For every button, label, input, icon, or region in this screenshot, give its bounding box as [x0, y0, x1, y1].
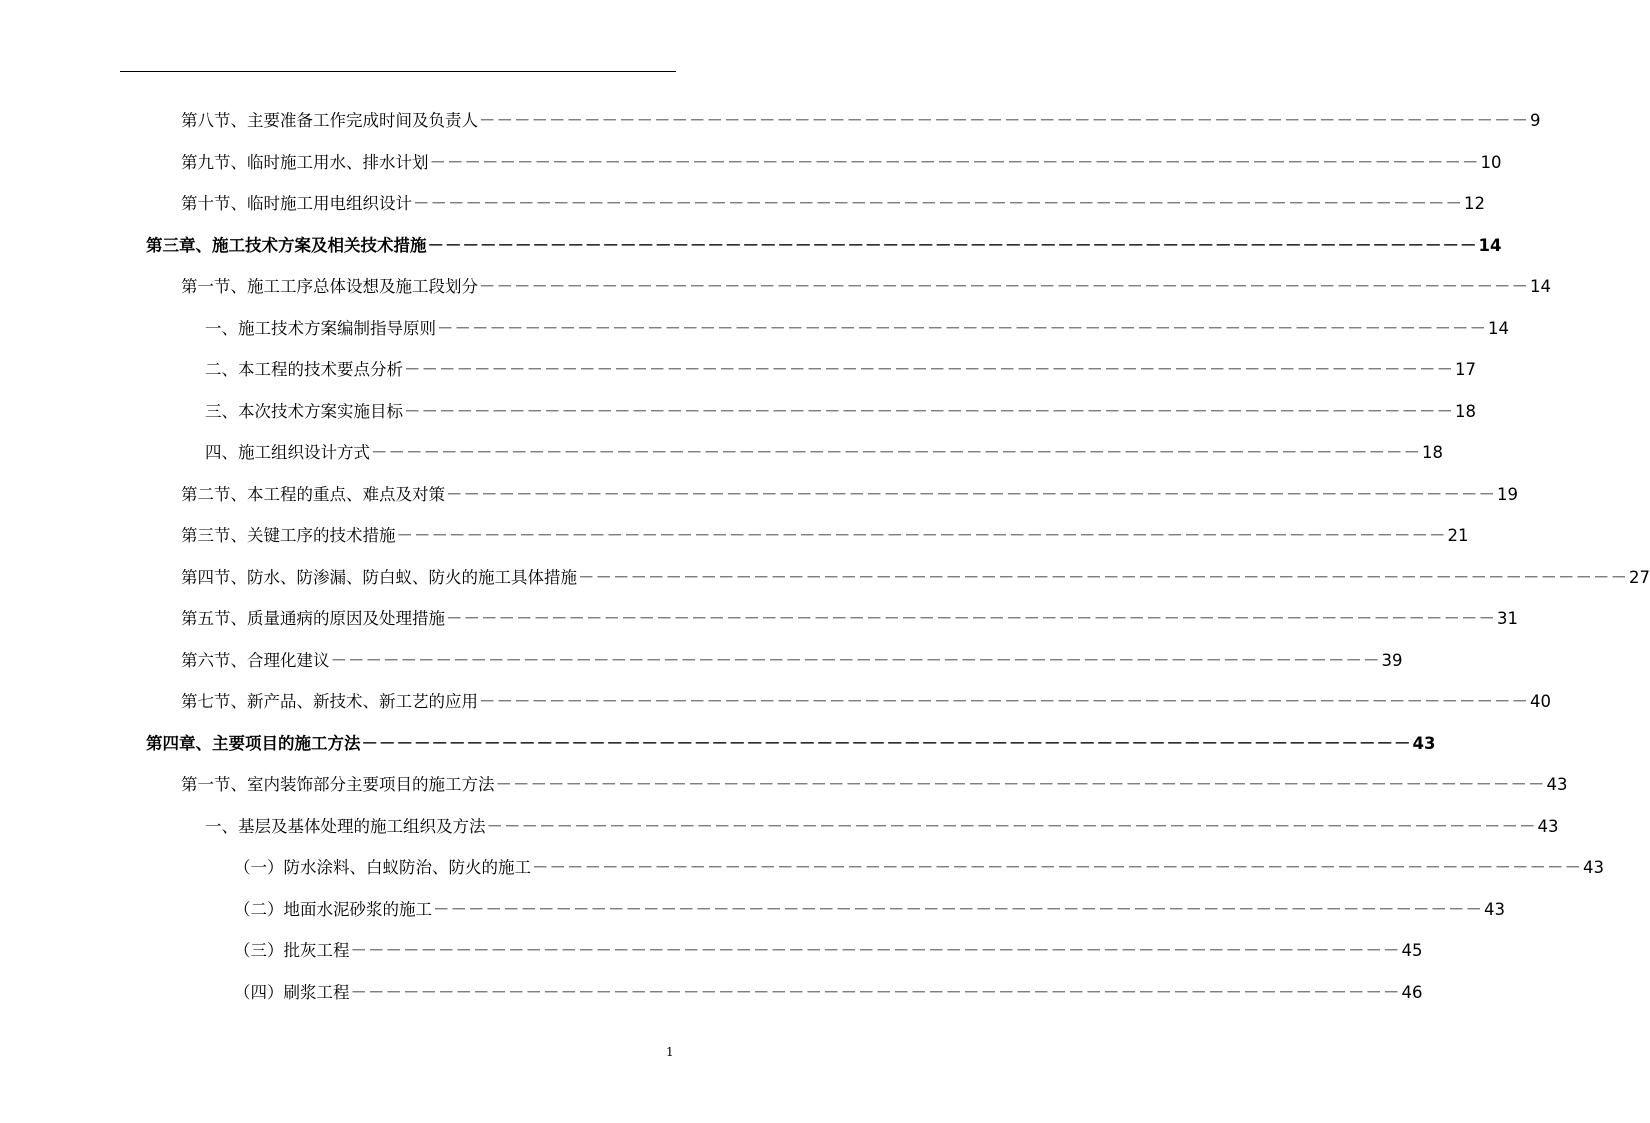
toc-leader-dashes: －－－－－－－－－－－－－－－－－－－－－－－－－－－－－－－－－－－－－－－－－－－－－－－－－－－－－－－－－－－－ — [446, 484, 1496, 504]
toc-leader-dashes: －－－－－－－－－－－－－－－－－－－－－－－－－－－－－－－－－－－－－－－－－－－－－－－－－－－－－－－－－－－－ — [350, 982, 1401, 1002]
toc-entry-title: 施工组织设计方式 — [238, 443, 370, 462]
toc-entry-title: 新产品、新技术、新工艺的应用 — [247, 692, 478, 711]
toc-entry-page: 14 — [1530, 277, 1551, 296]
toc-entry-title: 临时施工用电组织设计 — [247, 194, 412, 213]
toc-entry-number: 第五节、 — [181, 609, 247, 628]
toc-entry[interactable] — [0, 142, 1502, 184]
toc-entry-number: 三、 — [205, 401, 238, 421]
toc-entry-title: 地面水泥砂浆的施工 — [283, 899, 432, 919]
toc-entry-page: 39 — [1381, 650, 1403, 670]
toc-entry-page: 43 — [1546, 775, 1568, 794]
header-rule — [120, 71, 676, 72]
toc-entry-title: 质量通病的原因及处理措施 — [247, 609, 445, 628]
toc-entry-title: 防水涂料、白蚁防治、防火的施工 — [283, 858, 531, 877]
toc-entry-page: 18 — [1422, 443, 1443, 462]
toc-entry-number: 第七节、 — [181, 692, 247, 711]
toc-entry[interactable] — [0, 225, 1502, 267]
toc-entry-number: 一、 — [205, 318, 238, 338]
toc-leader-dashes: －－－－－－－－－－－－－－－－－－－－－－－－－－－－－－－－－－－－－－－－－－－－－－－－－－－－－－－－－－－－ — [446, 609, 1496, 628]
toc-entry-number: （三） — [234, 941, 284, 960]
toc-leader-dashes: －－－－－－－－－－－－－－－－－－－－－－－－－－－－－－－－－－－－－－－－－－－－－－－－－－－－－－－－－－－－ — [427, 235, 1478, 255]
toc-entry-number: 第十节、 — [181, 194, 247, 213]
toc-entry[interactable] — [0, 972, 1423, 1014]
toc-entry-page: 12 — [1464, 194, 1485, 213]
toc-entry-number: 第三章、 — [146, 235, 212, 255]
toc-entry-title: 施工工序总体设想及施工段划分 — [247, 277, 478, 296]
toc-entry-page: 31 — [1497, 609, 1518, 628]
toc-leader-dashes: －－－－－－－－－－－－－－－－－－－－－－－－－－－－－－－－－－－－－－－－－－－－－－－－－－－－－－－－－－－－ — [396, 526, 1447, 545]
toc-entry-title: 临时施工用水、排水计划 — [247, 152, 429, 172]
toc-leader-dashes: －－－－－－－－－－－－－－－－－－－－－－－－－－－－－－－－－－－－－－－－－－－－－－－－－－－－－－－－－－－－ — [371, 443, 1421, 462]
toc-entry-page: 43 — [1484, 899, 1505, 919]
toc-entry[interactable] — [0, 474, 1518, 516]
toc-entry-title: 合理化建议 — [247, 650, 330, 670]
toc-entry-title: 主要准备工作完成时间及负责人 — [247, 111, 478, 130]
toc-entry-number: 第九节、 — [181, 152, 247, 172]
toc-entry-page: 19 — [1497, 484, 1518, 504]
toc-entry[interactable] — [0, 391, 1476, 433]
toc-entry-page: 14 — [1478, 235, 1502, 255]
toc-entry-number: （四） — [234, 982, 284, 1002]
toc-entry-page: 40 — [1530, 692, 1551, 711]
toc-entry-title: 基层及基体处理的施工组织及方法 — [238, 816, 486, 836]
toc-entry[interactable] — [0, 889, 1505, 931]
toc-entry-page: 45 — [1401, 941, 1423, 960]
toc-entry-page: 18 — [1455, 401, 1476, 421]
toc-entry[interactable] — [0, 723, 1436, 765]
toc-entry-title: 批灰工程 — [283, 941, 350, 960]
toc-entry[interactable] — [0, 308, 1509, 350]
toc-entry-title: 关键工序的技术措施 — [247, 526, 396, 545]
toc-leader-dashes: －－－－－－－－－－－－－－－－－－－－－－－－－－－－－－－－－－－－－－－－－－－－－－－－－－－－－－－－－－－－ — [404, 360, 1454, 379]
toc-entry-title: 室内装饰部分主要项目的施工方法 — [247, 775, 495, 794]
toc-entry-number: （一） — [234, 858, 284, 877]
toc-entry-page: 43 — [1412, 733, 1436, 753]
toc-entry[interactable] — [0, 598, 1518, 640]
toc-entry-page: 14 — [1488, 318, 1509, 338]
toc-entry[interactable] — [0, 930, 1423, 972]
toc-entry-number: 第八节、 — [181, 111, 247, 130]
toc-entry-number: （二） — [234, 899, 284, 919]
toc-entry-page: 9 — [1530, 111, 1541, 130]
toc-entry-number: 二、 — [205, 360, 238, 379]
toc-entry[interactable] — [0, 681, 1551, 723]
footer-page-number: 1 — [666, 1045, 674, 1059]
toc-leader-dashes: －－－－－－－－－－－－－－－－－－－－－－－－－－－－－－－－－－－－－－－－－－－－－－－－－－－－－－－－－－－－ — [495, 775, 1546, 794]
toc-entry-title: 本次技术方案实施目标 — [238, 401, 403, 421]
toc-leader-dashes: －－－－－－－－－－－－－－－－－－－－－－－－－－－－－－－－－－－－－－－－－－－－－－－－－－－－－－－－－－－－ — [437, 318, 1487, 338]
toc-entry[interactable] — [0, 764, 1568, 806]
toc-leader-dashes: －－－－－－－－－－－－－－－－－－－－－－－－－－－－－－－－－－－－－－－－－－－－－－－－－－－－－－－－－－－－ — [361, 733, 1412, 753]
toc-leader-dashes: －－－－－－－－－－－－－－－－－－－－－－－－－－－－－－－－－－－－－－－－－－－－－－－－－－－－－－－－－－－－ — [479, 277, 1529, 296]
toc-entry[interactable] — [0, 183, 1485, 225]
toc-leader-dashes: －－－－－－－－－－－－－－－－－－－－－－－－－－－－－－－－－－－－－－－－－－－－－－－－－－－－－－－－－－－－ — [429, 152, 1480, 172]
toc-entry-number: 第三节、 — [181, 526, 247, 545]
toc-leader-dashes: －－－－－－－－－－－－－－－－－－－－－－－－－－－－－－－－－－－－－－－－－－－－－－－－－－－－－－－－－－－－ — [413, 194, 1463, 213]
toc-entry-page: 43 — [1583, 858, 1604, 877]
toc-entry[interactable] — [0, 515, 1469, 557]
toc-entry-page: 46 — [1401, 982, 1423, 1002]
toc-leader-dashes: －－－－－－－－－－－－－－－－－－－－－－－－－－－－－－－－－－－－－－－－－－－－－－－－－－－－－－－－－－－－ — [330, 650, 1381, 670]
toc-leader-dashes: －－－－－－－－－－－－－－－－－－－－－－－－－－－－－－－－－－－－－－－－－－－－－－－－－－－－－－－－－－－－ — [479, 692, 1529, 711]
toc-entry-title: 本工程的技术要点分析 — [238, 360, 403, 379]
toc-entry[interactable] — [0, 349, 1476, 391]
toc-leader-dashes: －－－－－－－－－－－－－－－－－－－－－－－－－－－－－－－－－－－－－－－－－－－－－－－－－－－－－－－－－－－－ — [486, 816, 1537, 836]
toc-entry-page: 10 — [1480, 152, 1502, 172]
toc-entry-number: 第二节、 — [181, 484, 247, 504]
toc-leader-dashes: －－－－－－－－－－－－－－－－－－－－－－－－－－－－－－－－－－－－－－－－－－－－－－－－－－－－－－－－－－－－ — [532, 858, 1582, 877]
toc-entry[interactable] — [0, 100, 1541, 142]
toc-leader-dashes: －－－－－－－－－－－－－－－－－－－－－－－－－－－－－－－－－－－－－－－－－－－－－－－－－－－－－－－－－－－－ — [479, 111, 1529, 130]
toc-entry-title: 施工技术方案及相关技术措施 — [212, 235, 427, 255]
toc-entry-title: 本工程的重点、难点及对策 — [247, 484, 445, 504]
toc-entry-number: 四、 — [205, 443, 238, 462]
table-of-contents — [0, 100, 1650, 1013]
toc-entry-page: 27 — [1629, 567, 1650, 587]
toc-entry[interactable] — [0, 847, 1604, 889]
toc-entry[interactable] — [0, 266, 1551, 308]
toc-entry[interactable] — [0, 557, 1650, 599]
toc-entry-title: 主要项目的施工方法 — [212, 733, 361, 753]
toc-entry-number: 第一节、 — [181, 775, 247, 794]
toc-leader-dashes: －－－－－－－－－－－－－－－－－－－－－－－－－－－－－－－－－－－－－－－－－－－－－－－－－－－－－－－－－－－－ — [433, 899, 1483, 919]
toc-entry-title: 施工技术方案编制指导原则 — [238, 318, 436, 338]
toc-leader-dashes: －－－－－－－－－－－－－－－－－－－－－－－－－－－－－－－－－－－－－－－－－－－－－－－－－－－－－－－－－－－－ — [578, 567, 1628, 587]
toc-entry-number: 第四节、 — [181, 567, 247, 587]
toc-entry-number: 第六节、 — [181, 650, 247, 670]
toc-entry-page: 43 — [1537, 816, 1559, 836]
toc-entry[interactable] — [0, 640, 1403, 682]
toc-entry-page: 21 — [1447, 526, 1469, 545]
toc-leader-dashes: －－－－－－－－－－－－－－－－－－－－－－－－－－－－－－－－－－－－－－－－－－－－－－－－－－－－－－－－－－－－ — [350, 941, 1401, 960]
toc-leader-dashes: －－－－－－－－－－－－－－－－－－－－－－－－－－－－－－－－－－－－－－－－－－－－－－－－－－－－－－－－－－－－ — [404, 401, 1454, 421]
toc-entry-number: 一、 — [205, 816, 238, 836]
toc-entry-page: 17 — [1455, 360, 1476, 379]
toc-entry[interactable] — [0, 432, 1443, 474]
toc-entry[interactable] — [0, 806, 1559, 848]
toc-entry-number: 第四章、 — [146, 733, 212, 753]
toc-entry-number: 第一节、 — [181, 277, 247, 296]
toc-entry-title: 刷浆工程 — [283, 982, 350, 1002]
toc-entry-title: 防水、防渗漏、防白蚁、防火的施工具体措施 — [247, 567, 577, 587]
